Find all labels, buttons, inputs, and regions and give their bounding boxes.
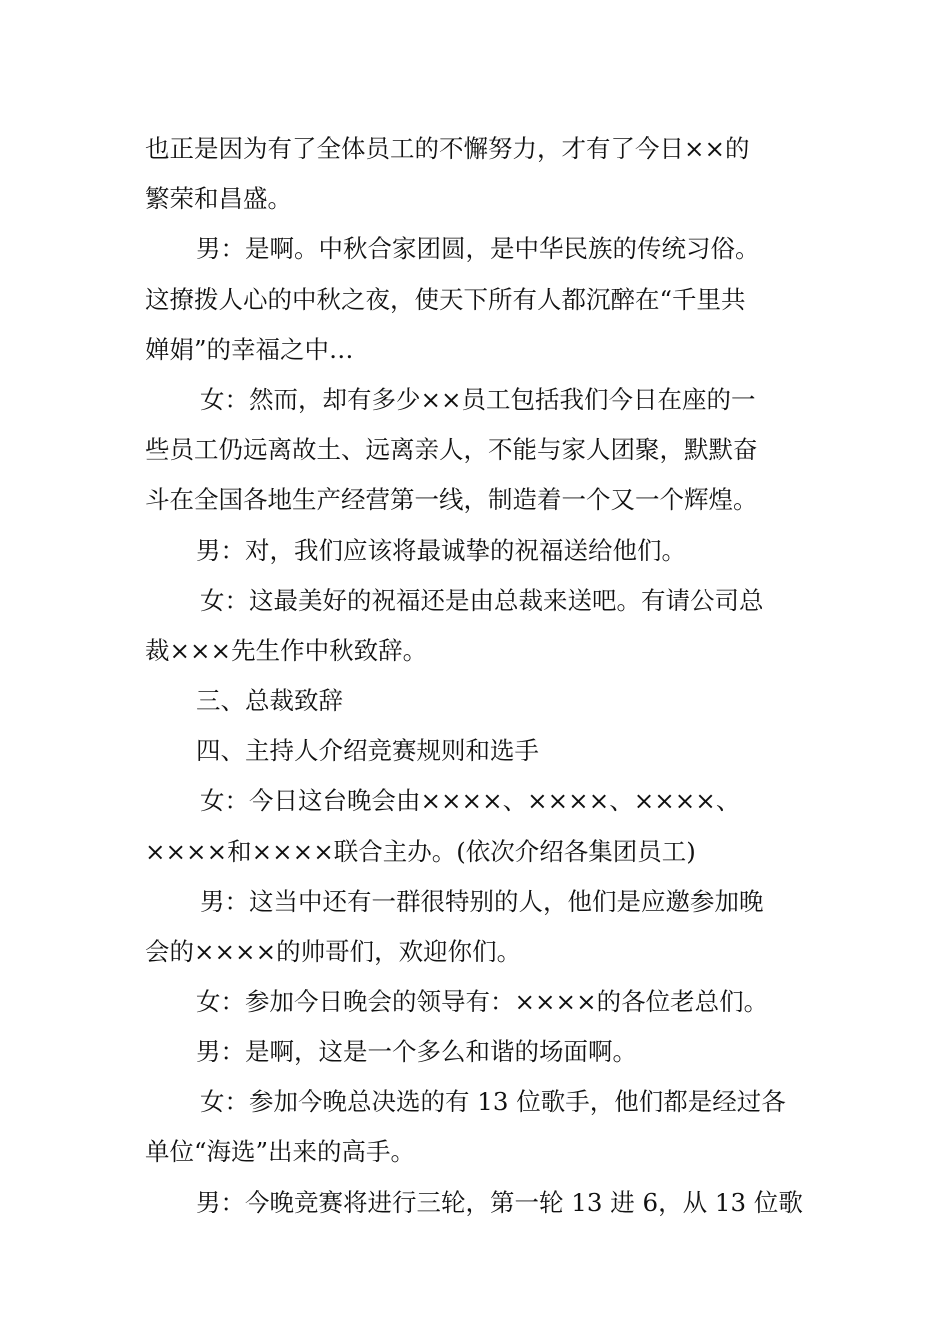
text-line-10: 女：这最美好的祝福还是由总裁来送吧。有请公司总 bbox=[200, 586, 764, 615]
text-line-15: ××××和××××联合主办。(依次介绍各集团员工) bbox=[145, 837, 696, 866]
text-line-1: 也正是因为有了全体员工的不懈努力，才有了今日××的 bbox=[145, 134, 750, 163]
text-line-18: 女：参加今日晚会的领导有：××××的各位老总们。 bbox=[196, 987, 769, 1016]
text-line-20: 女：参加今晚总决选的有 13 位歌手，他们都是经过各 bbox=[200, 1087, 786, 1116]
text-line-19: 男：是啊，这是一个多么和谐的场面啊。 bbox=[196, 1037, 637, 1066]
text-line-6: 女：然而，却有多少××员工包括我们今日在座的一 bbox=[200, 385, 756, 414]
text-line-14: 女：今日这台晚会由××××、××××、××××、 bbox=[200, 786, 741, 815]
text-line-16: 男：这当中还有一群很特别的人，他们是应邀参加晚 bbox=[200, 887, 764, 916]
text-line-5: 婵娟”的幸福之中… bbox=[145, 335, 354, 364]
text-line-11: 裁×××先生作中秋致辞。 bbox=[145, 636, 428, 665]
section-heading-4: 四、主持人介绍竞赛规则和选手 bbox=[196, 736, 539, 765]
text-line-2: 繁荣和昌盛。 bbox=[145, 184, 292, 213]
text-line-22: 男：今晚竞赛将进行三轮，第一轮 13 进 6，从 13 位歌 bbox=[196, 1188, 803, 1217]
text-line-8: 斗在全国各地生产经营第一线，制造着一个又一个辉煌。 bbox=[145, 485, 758, 514]
text-line-3: 男：是啊。中秋合家团圆，是中华民族的传统习俗。 bbox=[196, 234, 760, 263]
text-line-17: 会的××××的帅哥们，欢迎你们。 bbox=[145, 937, 522, 966]
text-line-9: 男：对，我们应该将最诚挚的祝福送给他们。 bbox=[196, 536, 686, 565]
text-line-7: 些员工仍远离故土、远离亲人，不能与家人团聚，默默奋 bbox=[145, 435, 758, 464]
text-line-21: 单位“海选”出来的高手。 bbox=[145, 1137, 416, 1166]
section-heading-3: 三、总裁致辞 bbox=[196, 686, 343, 715]
text-line-4: 这撩拨人心的中秋之夜，使天下所有人都沉醉在“千里共 bbox=[145, 285, 746, 314]
